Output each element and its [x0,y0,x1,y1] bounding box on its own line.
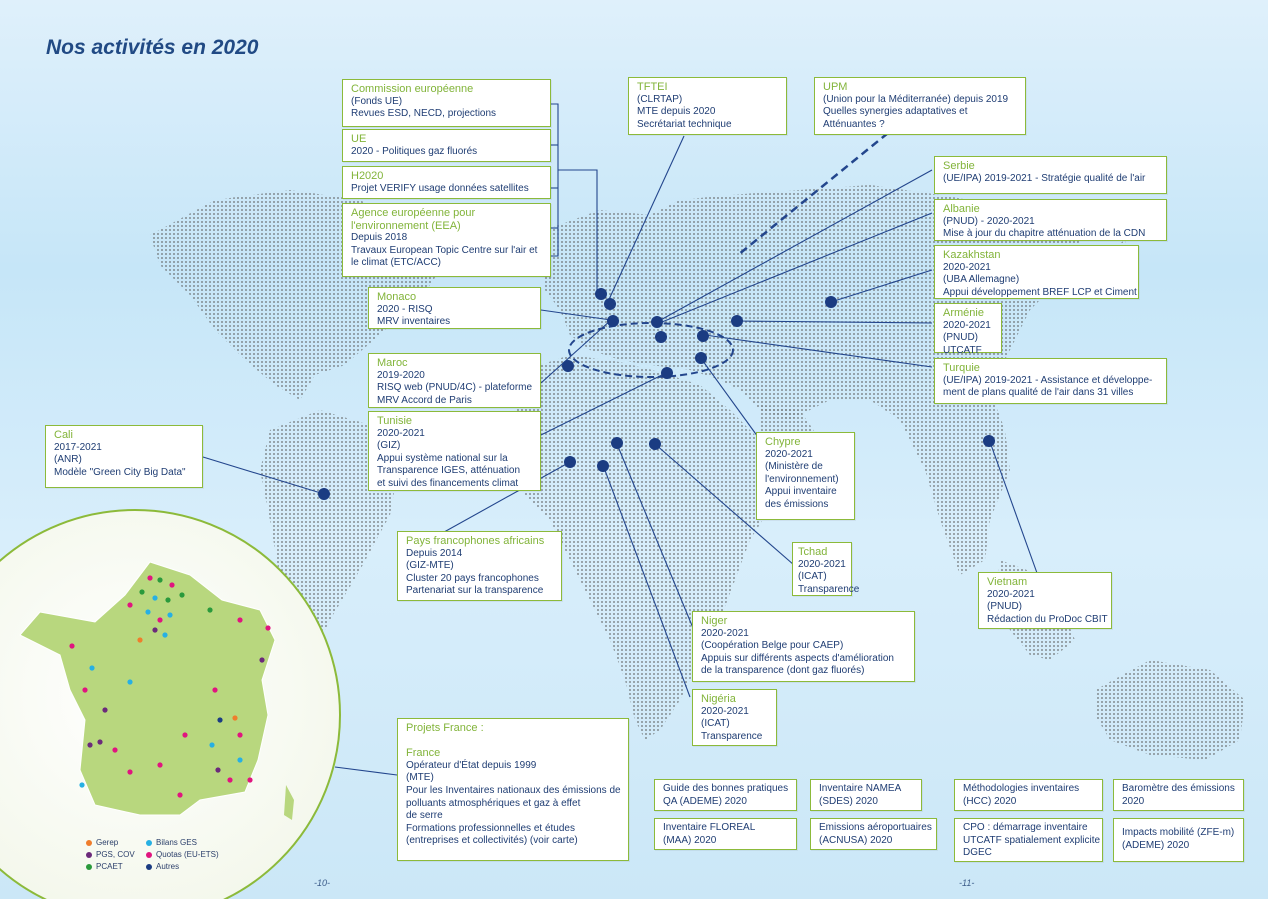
box-chypre: Chypre 2020-2021 (Ministère de l'environnement) Appui inventaire des émissions [756,432,855,520]
box-tchad: Tchad 2020-2021 (ICAT) Transparence [792,542,852,596]
box-eea: Agence européenne pour l'environnement (EEA) Depuis 2018 Travaux European Topic Centre sur l'air et le climat (ETC/ACC) [342,203,551,277]
box-nigeria: Nigéria 2020-2021 (ICAT) Transparence [692,689,777,746]
legend-item-quotas: Quotas (EU-ETS) [146,850,219,859]
small-box-methodologies: Méthodologies inventaires (HCC) 2020 [954,779,1103,811]
box-projets-france: Projets France : France Opérateur d'État depuis 1999 (MTE) Pour les Inventaires nationaux des émissions de polluants atmosphériques et gaz à effet de serre Formations professionnelles et études (entreprises et collectivités) (voir carte) [397,718,629,861]
box-cali: Cali 2017-2021 (ANR) Modèle "Green City Big Data" [45,425,203,488]
page-number-right: -11- [959,878,975,888]
small-box-aeroportuaires: Emissions aéroportuaires (ACNUSA) 2020 [810,818,937,850]
legend-dot [86,852,92,858]
page-number-left: -10- [314,878,331,888]
small-box-floreal: Inventaire FLOREAL (MAA) 2020 [654,818,797,850]
legend-dot [146,840,152,846]
box-h2020: H2020 Projet VERIFY usage données satellites [342,166,551,199]
box-armenie: Arménie 2020-2021 (PNUD) UTCATF [934,303,1002,353]
small-box-guide: Guide des bonnes pratiques QA (ADEME) 2020 [654,779,797,811]
legend-item-pgs-cov: PGS, COV [86,850,135,859]
box-upm: UPM (Union pour la Méditerranée) depuis 2019 Quelles synergies adaptatives et Atténuantes ? [814,77,1026,135]
box-turquie: Turquie (UE/IPA) 2019-2021 - Assistance et développe- ment de plans qualité de l'air dans 31 villes [934,358,1167,404]
box-ue: UE 2020 - Politiques gaz fluorés [342,129,551,162]
france-legend [86,838,236,878]
legend-dot [86,864,92,870]
small-box-barometre: Baromètre des émissions 2020 [1113,779,1244,811]
box-maroc: Maroc 2019-2020 RISQ web (PNUD/4C) - plateforme MRV Accord de Paris [368,353,541,408]
legend-item-bilans-ges: Bilans GES [146,838,197,847]
small-box-cpo: CPO : démarrage inventaire UTCATF spatialement explicite DGEC [954,818,1103,862]
box-tftei: TFTEI (CLRTAP) MTE depuis 2020 Secrétariat technique [628,77,787,135]
legend-dot [86,840,92,846]
legend-item-autres: Autres [146,862,179,871]
legend-item-gerep: Gerep [86,838,118,847]
box-niger: Niger 2020-2021 (Coopération Belge pour CAEP) Appuis sur différents aspects d'amélioration de la transparence (dont gaz fluorés) [692,611,915,682]
box-vietnam: Vietnam 2020-2021 (PNUD) Rédaction du ProDoc CBIT [978,572,1112,629]
box-albanie: Albanie (PNUD) - 2020-2021 Mise à jour du chapitre atténuation de la CDN [934,199,1167,241]
small-box-mobilite: Impacts mobilité (ZFE-m) (ADEME) 2020 [1113,818,1244,862]
box-commission: Commission européenne (Fonds UE) Revues ESD, NECD, projections [342,79,551,127]
box-kazakhstan: Kazakhstan 2020-2021 (UBA Allemagne) Appui développement BREF LCP et Ciment [934,245,1139,299]
box-serbie: Serbie (UE/IPA) 2019-2021 - Stratégie qualité de l'air [934,156,1167,194]
page-title: Nos activités en 2020 [46,36,259,59]
legend-dot [146,864,152,870]
box-monaco: Monaco 2020 - RISQ MRV inventaires [368,287,541,329]
small-box-namea: Inventaire NAMEA (SDES) 2020 [810,779,922,811]
box-tunisie: Tunisie 2020-2021 (GIZ) Appui système national sur la Transparence IGES, atténuation et suivi des financements climat [368,411,541,491]
box-pays-francophones: Pays francophones africains Depuis 2014 (GIZ-MTE) Cluster 20 pays francophones Partenariat sur la transparence [397,531,562,601]
legend-dot [146,852,152,858]
legend-item-pcaet: PCAET [86,862,123,871]
